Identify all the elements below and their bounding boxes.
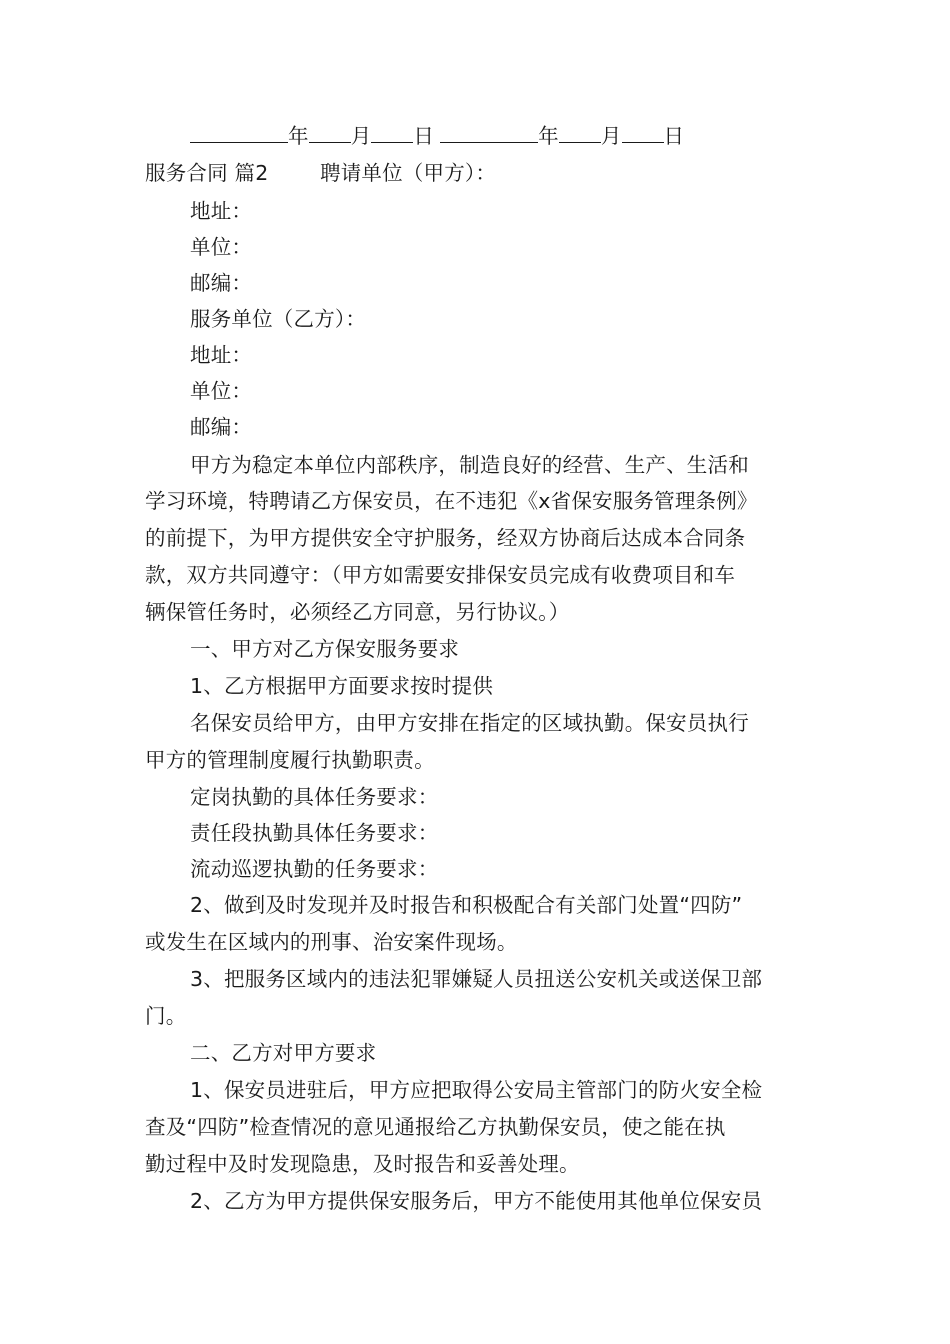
fixed-post-requirements: 定岗执勤的具体任务要求： (190, 785, 439, 809)
day-label-2: 日 (663, 124, 685, 148)
section-1-title: 一、甲方对乙方保安服务要求 (190, 637, 460, 661)
month-label-2: 月 (600, 124, 622, 148)
section-2-item-1-line-1: 1、保安员进驻后，甲方应把取得公安局主管部门的防火安全检 (190, 1078, 763, 1102)
preamble-line-5: 辆保管任务时，必须经乙方同意，另行协议。） (145, 600, 570, 624)
section-1-item-1: 1、乙方根据甲方面要求按时提供 (190, 674, 494, 698)
section-1-item-3-line-1: 3、把服务区域内的违法犯罪嫌疑人员扭送公安机关或送保卫部 (190, 967, 763, 991)
party-b-address: 地址： (190, 343, 253, 367)
year-label-2: 年 (538, 124, 559, 148)
section-2-item-2-line-1: 2、乙方为甲方提供保安服务后，甲方不能使用其他单位保安员 (190, 1189, 763, 1213)
section-1-item-1-cont-2: 甲方的管理制度履行执勤职责。 (145, 748, 435, 772)
party-a-address: 地址： (190, 199, 253, 223)
signature-date-line (190, 122, 684, 150)
party-a-heading: 聘请单位（甲方）： (320, 161, 497, 185)
section-1-item-1-cont-1: 名保安员给甲方，由甲方安排在指定的区域执勤。保安员执行 (190, 711, 749, 735)
patrol-requirements: 流动巡逻执勤的任务要求： (190, 857, 439, 881)
month-label: 月 (350, 124, 372, 148)
party-b-postcode: 邮编： (190, 415, 253, 439)
preamble-line-4: 款，双方共同遵守：（甲方如需要安排保安员完成有收费项目和车 (145, 563, 736, 587)
section-1-item-2-line-1: 2、做到及时发现并及时报告和积极配合有关部门处置“四防” (190, 893, 743, 917)
year-label: 年 (288, 124, 309, 148)
preamble-line-3: 的前提下，为甲方提供安全守护服务，经双方协商后达成本合同条 (145, 526, 746, 550)
day-blank-2 (622, 122, 664, 143)
month-blank-2 (559, 122, 601, 143)
party-a-unit: 单位： (190, 235, 253, 259)
party-a-postcode: 邮编： (190, 271, 253, 295)
month-blank (309, 122, 351, 143)
day-label: 日 (413, 124, 435, 148)
section-post-requirements: 责任段执勤具体任务要求： (190, 821, 439, 845)
section-title: 服务合同 篇2 (145, 161, 269, 185)
year-blank (190, 122, 288, 143)
section-1-item-3-line-2: 门。 (145, 1004, 187, 1028)
year-blank-2 (440, 122, 538, 143)
section-2-title: 二、乙方对甲方要求 (190, 1041, 377, 1065)
preamble-line-1: 甲方为稳定本单位内部秩序，制造良好的经营、生产、生活和 (190, 453, 749, 477)
section-1-item-2-line-2: 或发生在区域内的刑事、治安案件现场。 (145, 930, 518, 954)
party-b-unit: 单位： (190, 379, 253, 403)
section-2-item-1-line-3: 勤过程中及时发现隐患，及时报告和妥善处理。 (145, 1152, 580, 1176)
preamble-line-2: 学习环境，特聘请乙方保安员，在不违犯《x省保安服务管理条例》 (145, 489, 758, 513)
party-b-heading: 服务单位（乙方）： (190, 307, 367, 331)
day-blank (371, 122, 413, 143)
section-2-item-1-line-2: 查及“四防”检查情况的意见通报给乙方执勤保安员，使之能在执 (145, 1115, 726, 1139)
